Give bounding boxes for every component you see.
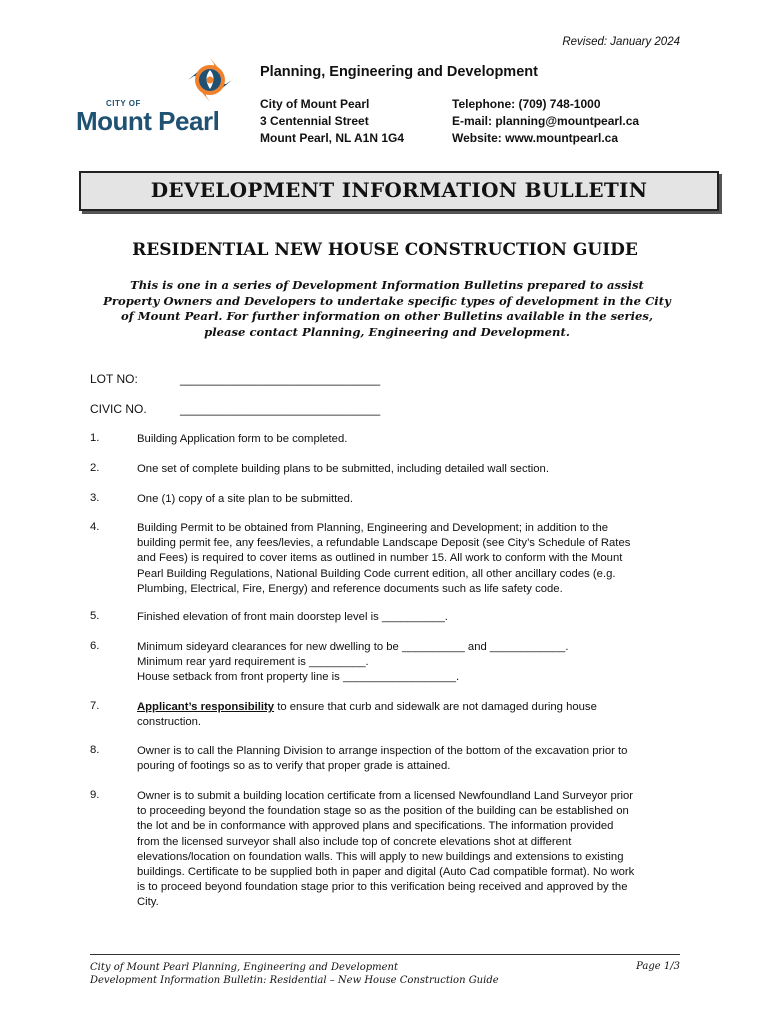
- civic-no-blank: ______________________________: [180, 402, 381, 416]
- item-number: 3.: [90, 492, 100, 504]
- address-line: Mount Pearl, NL A1N 1G4: [260, 131, 405, 145]
- city-logo: [76, 56, 246, 136]
- item-line: City.: [137, 896, 159, 909]
- bulletin-banner: [79, 171, 719, 211]
- item-number: 5.: [90, 610, 100, 622]
- item-line: from the licensed surveyor shall also include top of concrete elevations shot at different: [137, 835, 572, 848]
- item-number: 8.: [90, 744, 100, 756]
- item-line: [137, 700, 677, 715]
- item-line: Owner is to call the Planning Division to arrange inspection of the bottom of the excavation prior to: [137, 745, 628, 757]
- lot-no-label: LOT NO:: [90, 372, 138, 386]
- item-line: House setback from front property line is __________________.: [137, 671, 460, 684]
- logo-city-of: CITY OF: [106, 99, 141, 108]
- item-line: Building Permit to be obtained from Planning, Engineering and Development; in addition to the: [137, 522, 609, 534]
- item-line: is to proceed beyond foundation stage prior to this verification being received and approved by the: [137, 881, 628, 894]
- contact-block: [452, 96, 639, 147]
- item-number: 1.: [90, 432, 100, 444]
- footer-text: [90, 961, 499, 987]
- item-number: 6.: [90, 640, 100, 652]
- list-item: [137, 610, 677, 625]
- footer-divider: [90, 954, 680, 955]
- list-item: [137, 521, 677, 597]
- intro-line: please contact Planning, Engineering and Development.: [204, 324, 570, 339]
- item-line: Plumbing, Electrical, Fire, Energy) and reference documents such as life safety code.: [137, 582, 563, 595]
- list-item: [137, 462, 677, 477]
- item-line: Building Application form to be completed.: [137, 433, 348, 445]
- item-line: Minimum rear yard requirement is _________.: [137, 656, 369, 669]
- item-line: Pearl Building Regulations, National Building Code current edition, all other ancillary codes (e.g.: [137, 567, 616, 580]
- item-line: Owner is to submit a building location certificate from a licensed Newfoundland Land Surveyor prior: [137, 790, 634, 802]
- emphasis-lead: Applicant’s responsibility: [137, 701, 275, 713]
- item-line: and Fees) is required to cover items as outlined in number 15. All work to conform with the Mount: [137, 552, 623, 565]
- intro-line: This is one in a series of Development Information Bulletins prepared to assist: [130, 278, 644, 292]
- item-number: 9.: [90, 789, 100, 801]
- department-name: Planning, Engineering and Development: [260, 64, 538, 80]
- list-item: [137, 640, 677, 686]
- footer-line: Development Information Bulletin: Residential – New House Construction Guide: [90, 975, 499, 986]
- bulletin-title: DEVELOPMENT INFORMATION BULLETIN: [150, 178, 648, 202]
- email: E-mail: planning@mountpearl.ca: [452, 114, 640, 128]
- page-number: Page 1/3: [636, 961, 680, 972]
- item-line: to proceeding beyond the foundation stage so as the position of the building can be established on: [137, 805, 629, 818]
- item-line-rest: to ensure that curb and sidewalk are not damaged during house: [274, 701, 597, 713]
- guide-title: RESIDENTIAL NEW HOUSE CONSTRUCTION GUIDE: [132, 240, 638, 260]
- website: Website: www.mountpearl.ca: [452, 131, 619, 145]
- item-line: the lot and be in conformance with approved plans and specifications. The information provided: [137, 820, 614, 833]
- address-line: City of Mount Pearl: [260, 97, 370, 111]
- item-line: Minimum sideyard clearances for new dwelling to be __________ and ____________.: [137, 641, 569, 653]
- item-line: One (1) copy of a site plan to be submitted.: [137, 493, 354, 505]
- intro-line: of Mount Pearl. For further information on other Bulletins available in the series,: [121, 309, 653, 323]
- lot-no-blank: ______________________________: [180, 372, 381, 386]
- telephone: Telephone: (709) 748-1000: [452, 97, 601, 111]
- list-item: [137, 700, 677, 730]
- footer-line: City of Mount Pearl Planning, Engineering and Development: [90, 962, 398, 973]
- item-number: 2.: [90, 462, 100, 474]
- revised-date: Revised: January 2024: [562, 36, 680, 48]
- intro-line: Property Owners and Developers to undertake specific types of development in the City: [103, 293, 671, 308]
- item-line: pouring of footings so as to verify that proper grade is attained.: [137, 760, 451, 773]
- logo-emblem-icon: [186, 56, 234, 104]
- item-line: buildings. Certificate to be supplied both in paper and digital (Auto Cad compatible format). No work: [137, 866, 635, 879]
- list-item: [137, 744, 677, 774]
- address-line: 3 Centennial Street: [260, 114, 369, 128]
- list-item: [137, 789, 677, 911]
- item-number: 7.: [90, 700, 100, 712]
- address-block: [260, 96, 404, 147]
- item-line: building permit fee, any fees/levies, a refundable Landscape Deposit (see City’s Schedule of Rates: [137, 537, 631, 550]
- item-line: elevations/location on foundation walls. This will apply to new buildings and extensions to existing: [137, 850, 624, 863]
- list-item: [137, 492, 677, 507]
- item-line: construction.: [137, 716, 202, 729]
- item-number: 4.: [90, 521, 100, 533]
- item-line: One set of complete building plans to be submitted, including detailed wall section.: [137, 463, 549, 475]
- intro-paragraph: [88, 278, 686, 340]
- list-item: [137, 432, 677, 447]
- item-line: Finished elevation of front main doorstep level is __________.: [137, 611, 448, 623]
- logo-name: Mount Pearl: [76, 106, 220, 136]
- civic-no-label: CIVIC NO.: [90, 402, 147, 416]
